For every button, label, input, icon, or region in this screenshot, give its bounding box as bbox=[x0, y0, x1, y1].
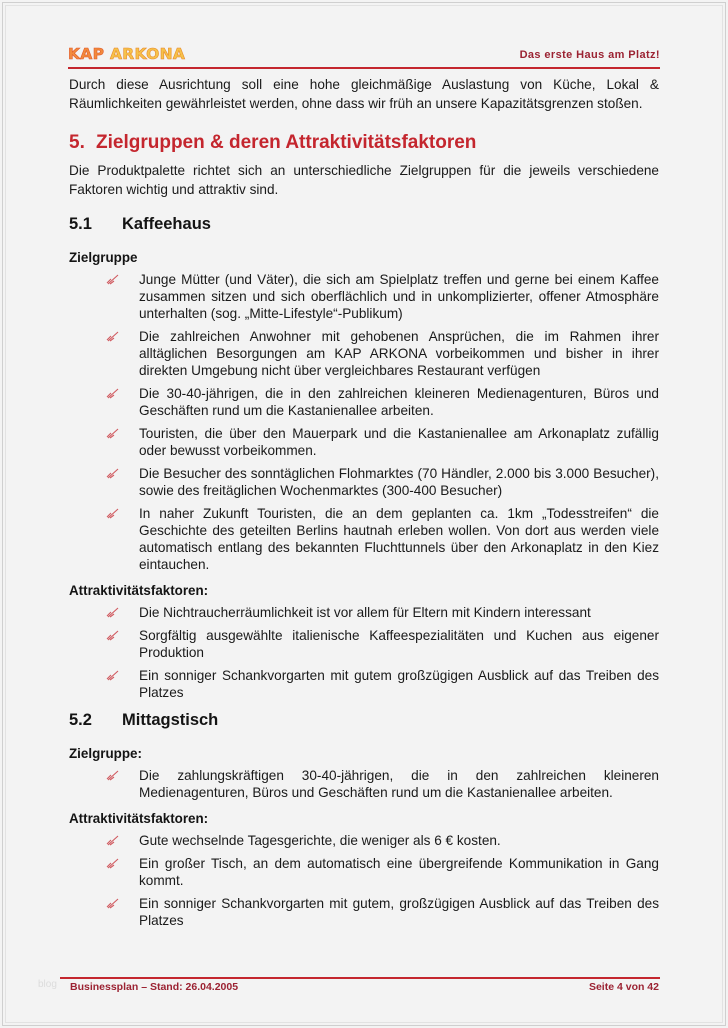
list-item: Touristen, die über den Mauerpark und die Kastanienallee am Arkonaplatz zufällig oder bewusst vorbeikommen. bbox=[69, 425, 659, 459]
checkmark-pen-icon bbox=[105, 895, 121, 911]
list-item: Die Nichtraucherräumlichkeit ist vor allem für Eltern mit Kindern interessant bbox=[69, 604, 659, 621]
footer-page-number: Seite 4 von 42 bbox=[588, 981, 659, 993]
section-title: Zielgruppen & deren Attraktivitätsfaktoren bbox=[96, 132, 477, 154]
target-group-label: Zielgruppe: bbox=[69, 746, 142, 762]
checkmark-pen-icon bbox=[105, 855, 121, 871]
checkmark-pen-icon bbox=[105, 328, 121, 344]
footer-doc-info: Businessplan – Stand: 26.04.2005 bbox=[70, 981, 239, 993]
list-item: Ein sonniger Schankvorgarten mit gutem großzügigen Ausblick auf das Treiben des Platzes bbox=[69, 667, 659, 701]
logo-kap: KAP bbox=[68, 45, 110, 63]
intro-paragraph: Durch diese Ausrichtung soll eine hohe gleichmäßige Auslastung von Küche, Lokal & Räumlichkeiten gewährleistet werden, ohne dass wir früh an unsere Kapazitätsgrenzen stoßen. bbox=[69, 77, 659, 111]
header-divider bbox=[68, 67, 660, 69]
list-item: Die Besucher des sonntäglichen Flohmarktes (70 Händler, 2.000 bis 3.000 Besucher), sowie des freitäglichen Wochenmarktes (300-400 Besucher) bbox=[69, 465, 659, 499]
list-item: Die 30-40-jährigen, die in den zahlreichen kleineren Medienagenturen, Büros und Geschäften rund um die Kastanienallee arbeiten. bbox=[69, 385, 659, 419]
subsection-heading-kaffeehaus bbox=[69, 213, 659, 235]
attractiveness-factors-label: Attraktivitätsfaktoren: bbox=[69, 583, 209, 599]
checkmark-pen-icon bbox=[105, 505, 121, 521]
checkmark-pen-icon bbox=[105, 385, 121, 401]
logo-arkona: ARKONA bbox=[109, 45, 186, 63]
subsection-heading-mittagstisch bbox=[69, 709, 659, 731]
subsection-number: 5.1 bbox=[69, 215, 92, 234]
target-group-list bbox=[69, 271, 659, 573]
section-intro: Die Produktpalette richtet sich an unterschiedliche Zielgruppen für die jeweils verschiedene Faktoren wichtig und attraktiv sind. bbox=[69, 163, 659, 197]
list-item: Sorgfältig ausgewählte italienische Kaffeespezialitäten und Kuchen aus eigener Produktion bbox=[69, 627, 659, 661]
section-heading bbox=[69, 131, 659, 155]
list-item: Die zahlungskräftigen 30-40-jährigen, die in den zahlreichen kleineren Medienagenturen, Büros und Geschäften rund um die Kastanienallee arbeiten. bbox=[69, 767, 659, 801]
subsection-title: Kaffeehaus bbox=[122, 215, 211, 234]
checkmark-pen-icon bbox=[105, 767, 121, 783]
checkmark-pen-icon bbox=[105, 604, 121, 620]
checkmark-pen-icon bbox=[105, 271, 121, 287]
checkmark-pen-icon bbox=[105, 425, 121, 441]
list-item: Ein sonniger Schankvorgarten mit gutem, großzügigen Ausblick auf das Treiben des Platzes bbox=[69, 895, 659, 929]
kap-arkona-logo bbox=[68, 45, 185, 63]
target-group-label: Zielgruppe bbox=[69, 250, 138, 266]
document-body bbox=[69, 76, 659, 935]
footer-divider bbox=[60, 977, 660, 979]
page-header bbox=[68, 44, 660, 68]
list-item: Die zahlreichen Anwohner mit gehobenen Ansprüchen, die im Rahmen ihrer alltäglichen Besorgungen am KAP ARKONA vorbeikommen und bisher in ihrer direkten Umgebung nicht über vergleichbares Restaurant verfügen bbox=[69, 328, 659, 379]
attractiveness-factors-label: Attraktivitätsfaktoren: bbox=[69, 811, 209, 827]
attractiveness-factors-list bbox=[69, 604, 659, 701]
footer-watermark: blog bbox=[38, 979, 57, 990]
list-item: Junge Mütter (und Väter), die sich am Spielplatz treffen und gerne bei einem Kaffee zusammen sitzen und sich oberflächlich und in unkomplizierter, offener Atmosphäre unterhalten (sog. „Mitte-Lifestyle“-Publikum) bbox=[69, 271, 659, 322]
list-item: In naher Zukunft Touristen, die an dem geplanten ca. 1km „Todesstreifen“ die Geschichte des geteilten Berlins hautnah erleben wollen. Von dort aus werden viele automatisch entlang des bekannten Fluchttunnels über den Arkonaplatz in den Kiez eintauchen. bbox=[69, 505, 659, 573]
section-number: 5. bbox=[69, 132, 85, 154]
checkmark-pen-icon bbox=[105, 667, 121, 683]
subsection-title: Mittagstisch bbox=[122, 711, 219, 730]
list-item: Gute wechselnde Tagesgerichte, die weniger als 6 € kosten. bbox=[69, 832, 659, 849]
attractiveness-factors-list bbox=[69, 832, 659, 929]
header-tagline: Das erste Haus am Platz! bbox=[519, 49, 660, 61]
list-item: Ein großer Tisch, an dem automatisch eine übergreifende Kommunikation in Gang kommt. bbox=[69, 855, 659, 889]
checkmark-pen-icon bbox=[105, 832, 121, 848]
target-group-list bbox=[69, 767, 659, 801]
checkmark-pen-icon bbox=[105, 627, 121, 643]
subsection-number: 5.2 bbox=[69, 711, 92, 730]
checkmark-pen-icon bbox=[105, 465, 121, 481]
